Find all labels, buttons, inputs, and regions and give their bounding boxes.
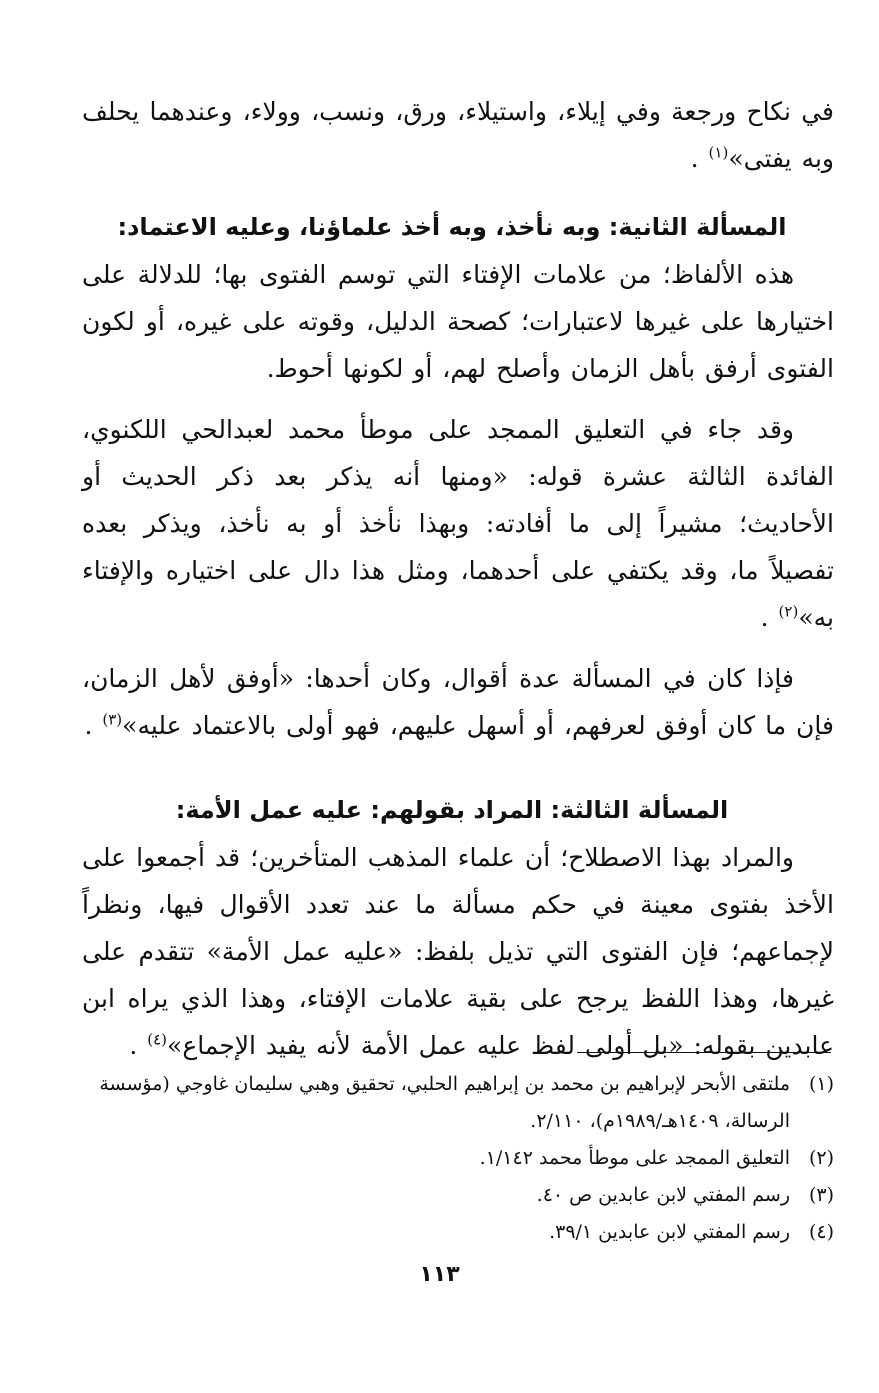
paragraph-consensus: والمراد بهذا الاصطلاح؛ أن علماء المذهب المتأخرين؛ قد أجمعوا على الأخذ بفتوى معينة في حكم مسألة ما عند تعدد الأقوال فيها، ونظراً لإجماعهم؛ فإن الفتوى التي تذيل بلفظ: «عليه عمل الأمة» تتقدم على غيرها، وهذا اللفظ يرجح على بقية علامات الإفتاء، وهذا الذي يراه ابن عابدين بقوله: «بل أولى لفظ عليه عمل الأمة لأنه يفيد الإجماع»$^{(٤)}$ . <box>82 843 834 1060</box>
footnote-1 <box>82 1066 834 1140</box>
footnote-number: (٤) <box>808 1221 834 1243</box>
paragraph-continuation: في نكاح ورجعة وفي إيلاء، واستيلاء، ورق، ونسب، وولاء، وعندهما يحلف وبه يفتى»$^{(١)}$ . <box>82 97 834 173</box>
footnote-ref-1[interactable]: (١) <box>708 143 729 162</box>
section-heading-2: المسألة الثانية: وبه نأخذ، وبه أخذ علماؤنا، وعليه الاعتماد: <box>117 213 787 241</box>
page-body <box>82 88 834 1069</box>
footnote-2 <box>82 1140 834 1177</box>
footnote-text: التعليق الممجد على موطأ محمد ١/١٤٢. <box>479 1147 790 1169</box>
footnote-ref-3[interactable]: (٣) <box>102 710 123 729</box>
footnote-4 <box>82 1214 834 1251</box>
footnote-3 <box>82 1177 834 1214</box>
paragraph-fatwa-words: هذه الألفاظ؛ من علامات الإفتاء التي توسم الفتوى بها؛ للدلالة على اختيارها على غيرها لاعتبارات؛ كصحة الدليل، وقوته على غيره، أو لكون الفتوى أرفق بأهل الزمان وأصلح لهم، أو لكونها أحوط. <box>82 260 834 383</box>
paragraph-taliq-quote: وقد جاء في التعليق الممجد على موطأ محمد لعبدالحي اللكنوي، الفائدة الثالثة عشرة قوله: «ومنها أنه يذكر بعد ذكر الحديث أو الأحاديث؛ مشيراً إلى ما أفادته: وبهذا نأخذ أو به نأخذ، ويذكر بعده تفصيلاً ما، وقد يكتفي على أحدهما، ومثل هذا دال على اختياره والإفتاء به»$^{(٢)}$ . <box>82 415 834 632</box>
footnote-ref-2[interactable]: (٢) <box>778 602 799 621</box>
footnote-text: رسم المفتي لابن عابدين ص ٤٠. <box>536 1184 790 1206</box>
page-number: ١١٣ <box>419 1262 460 1287</box>
footnotes <box>82 1066 834 1251</box>
footnote-text: رسم المفتي لابن عابدين ٣٩/١. <box>549 1221 790 1243</box>
footnote-ref-4[interactable]: (٤) <box>147 1030 168 1049</box>
footnote-number: (٣) <box>808 1184 834 1206</box>
footnote-text: ملتقى الأبحر لإبراهيم بن محمد بن إبراهيم الحلبي، تحقيق وهبي سليمان غاوجي (مؤسسة الرسالة، ١٤٠٩هـ/١٩٨٩م)، ٢/١١٠. <box>99 1073 790 1132</box>
section-heading-3: المسألة الثالثة: المراد بقولهم: عليه عمل الأمة: <box>175 796 729 824</box>
paragraph-multiple-opinions: فإذا كان في المسألة عدة أقوال، وكان أحدها: «أوفق لأهل الزمان، فإن ما كان أوفق لعرفهم، أو أسهل عليهم، فهو أولى بالاعتماد عليه»$^{(٣)}$ . <box>82 664 834 740</box>
footnote-separator <box>577 1052 831 1053</box>
footnote-number: (٢) <box>808 1147 834 1169</box>
footnote-number: (١) <box>808 1073 834 1095</box>
